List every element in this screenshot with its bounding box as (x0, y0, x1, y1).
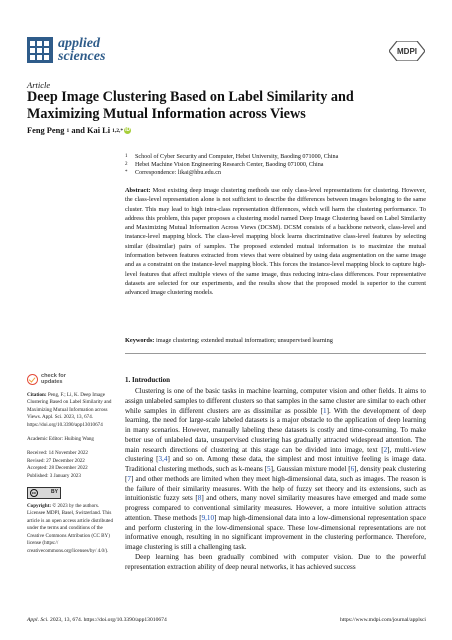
author-name[interactable]: Feng Peng (27, 126, 65, 135)
affiliation-mark: * (125, 170, 128, 175)
author-name[interactable]: Kai Li (87, 126, 111, 135)
copyright-text: © 2023 by the authors. Licensee MDPI, Basel, Switzerland. This article is an open access article distributed under the terms and conditions of the Creative Commons Attribution (CC BY) license (https:// creativecommons.org/licenses/by/ 4.0/). (27, 503, 113, 554)
citation-label: Citation: (27, 392, 47, 398)
footer-journal-abbr: Appl. Sci. (27, 617, 49, 623)
journal-name (58, 37, 105, 63)
affiliation-text: Hebei Machine Vision Engineering Research Center, Baoding 071000, China (135, 162, 324, 168)
citation-link[interactable]: 6 (350, 465, 355, 474)
affiliation-row (125, 161, 425, 169)
journal-name-line2: sciences (58, 49, 106, 64)
introduction-paragraph: Deep learning has been gradually combined with computer vision. Due to the powerful representation extraction ability of deep neural networks, it has achieved success (125, 553, 426, 571)
check-for-updates-button[interactable] (27, 373, 117, 385)
author-affiliation-mark: 1 (66, 127, 70, 134)
received-date: Received: 14 November 2022 (27, 450, 88, 457)
check-updates-line1: check for (41, 373, 66, 379)
affiliation-mark: 1 (125, 154, 128, 159)
author-conjunction: and (71, 126, 85, 135)
citation-link[interactable]: 2 (383, 445, 388, 454)
footer-citation (27, 617, 167, 623)
cc-license-badge[interactable] (27, 487, 61, 499)
article-sidebar (27, 373, 117, 562)
citation-link[interactable]: 1 (323, 406, 327, 415)
citation-text: Peng, F.; Li, K. Deep Image Clustering Based on Label Similarity and Maximizing Mutual Information across Views. Appl. Sci. 2023, 13, 674. https://doi.org/10.3390/app13010674 (27, 392, 112, 428)
copyright-label: Copyright: (27, 503, 52, 510)
affiliation-row (125, 169, 425, 177)
journal-logo-icon (27, 37, 53, 63)
citation-link[interactable]: 9,10 (201, 513, 215, 522)
citation-link[interactable]: 8 (197, 494, 202, 503)
abstract-text: Most existing deep image clustering methods use only class-level representations for clustering. However, the class-level representation alone is not sufficient to describe the differences between images belonging to the same cluster. This may lead to high intra-class representation differences, which will harm the clustering performance. To address this problem, this paper proposes a clustering model named Deep Image Clustering based on Label Similarity and Maximizing Mutual Information Across Views (DCSM). DCSM consists of a backbone network, class-level and instance-level mapping block. The class-level mapping block learns discriminative class-level features by selecting similar (dissimilar) pairs of samples. The proposed extended mutual information is to maximize the mutual information between features extracted from views that were obtained by using data augmentation on the same image and as a constraint on the instance-level mapping block. This forces the instance-level mapping block to capture high-level features that affect multiple views of the same image, thus reducing intra-class differences. Four representative datasets are selected for our experiments, and the results show that the proposed model is superior to the current advanced image clustering models. (125, 187, 426, 297)
correspondence-text[interactable]: Correspondence: likai@hbu.edu.cn (135, 170, 221, 176)
abstract-label: Abstract: (125, 187, 151, 194)
citation-link[interactable]: 7 (127, 474, 131, 483)
affiliation-mark: 2 (125, 162, 128, 167)
citation-block (27, 392, 117, 429)
dates-block (27, 450, 117, 480)
section-heading: 1. Introduction (125, 376, 170, 384)
paper-title: Deep Image Clustering Based on Label Similarity and Maximizing Mutual Information across Views (27, 89, 354, 122)
orcid-icon[interactable]: iD (125, 127, 131, 133)
affiliations (125, 153, 425, 177)
revised-date: Revised: 27 December 2022 (27, 457, 85, 464)
abstract (125, 186, 426, 297)
article-type: Article (27, 80, 51, 90)
check-updates-line2: updates (41, 379, 63, 385)
publisher-name: MDPI (397, 47, 417, 56)
academic-editor: Academic Editor: Huibing Wang (27, 436, 94, 443)
accepted-date: Accepted: 28 December 2022 (27, 465, 88, 472)
introduction-paragraph: Clustering is one of the basic tasks in machine learning, computer vision and other fields. It aims to assign unlabeled samples to different clusters so that samples in the same cluster are similar to each other while samples in different clusters are as dissimilar as possible [1]. With the development of deep learning, the need for large-scale labeled datasets is a major obstacle to the application of deep learning in many scenarios. However, manually labeling these datasets is costly and time-consuming. To make better use of unlabeled data, unsupervised clustering has gradually attracted widespread attention. The main research directions of clustering at this stage can be divided into image, text [2], multi-view clustering [3,4] and so on. Among these data, the simplest and most intuitive feeling is image data. Traditional clustering methods, such as k-means [5], Gaussian mixture model [6], density peak clustering [7] and other methods are limited when they meet high-dimensional data, such as images. The reason is the failure of their similarity measures. With the help of fuzzy set theory and its extensions, such as intuitionistic fuzzy sets [8] and others, many novel similarity measures have emerged and made some progress compared to conventional similarity measures. However, a more intuitive solution attracts attention. These methods [9,10] map high-dimensional data into a low-dimensional representation space and perform clustering in the low-dimensional space. These low-dimensional representations are not informative enough, resulting in no significant improvement in the clustering performance. Therefore, image clustering is still a challenging task. (125, 387, 427, 552)
keywords-label: Keywords: (125, 337, 155, 344)
cc-by-label: BY (51, 489, 58, 496)
introduction-body (125, 387, 426, 573)
keywords-text: image clustering; extended mutual information; unsupervised learning (155, 337, 333, 344)
check-updates-icon (27, 374, 38, 385)
keywords (125, 336, 426, 345)
journal-logo (27, 37, 105, 63)
footer-doi[interactable]: 2023, 13, 674. https://doi.org/10.3390/app13010674 (50, 617, 167, 623)
journal-name-line1: applied (58, 36, 100, 51)
footer-journal-url[interactable]: https://www.mdpi.com/journal/applsci (339, 617, 426, 623)
affiliation-text: School of Cyber Security and Computer, Hebei University, Baoding 071000, China (135, 154, 339, 160)
page-footer (27, 617, 426, 623)
author-affiliation-mark: 1,2,* (112, 127, 124, 134)
cc-icon: cc (31, 490, 37, 496)
citation-link[interactable]: 5 (267, 465, 271, 474)
affiliation-row (125, 153, 425, 161)
mdpi-logo-icon (389, 41, 425, 61)
section-divider (125, 353, 426, 354)
published-date: Published: 3 January 2023 (27, 472, 81, 479)
copyright-block (27, 503, 117, 555)
citation-link[interactable]: 3,4 (158, 455, 168, 464)
author-list (27, 126, 131, 135)
